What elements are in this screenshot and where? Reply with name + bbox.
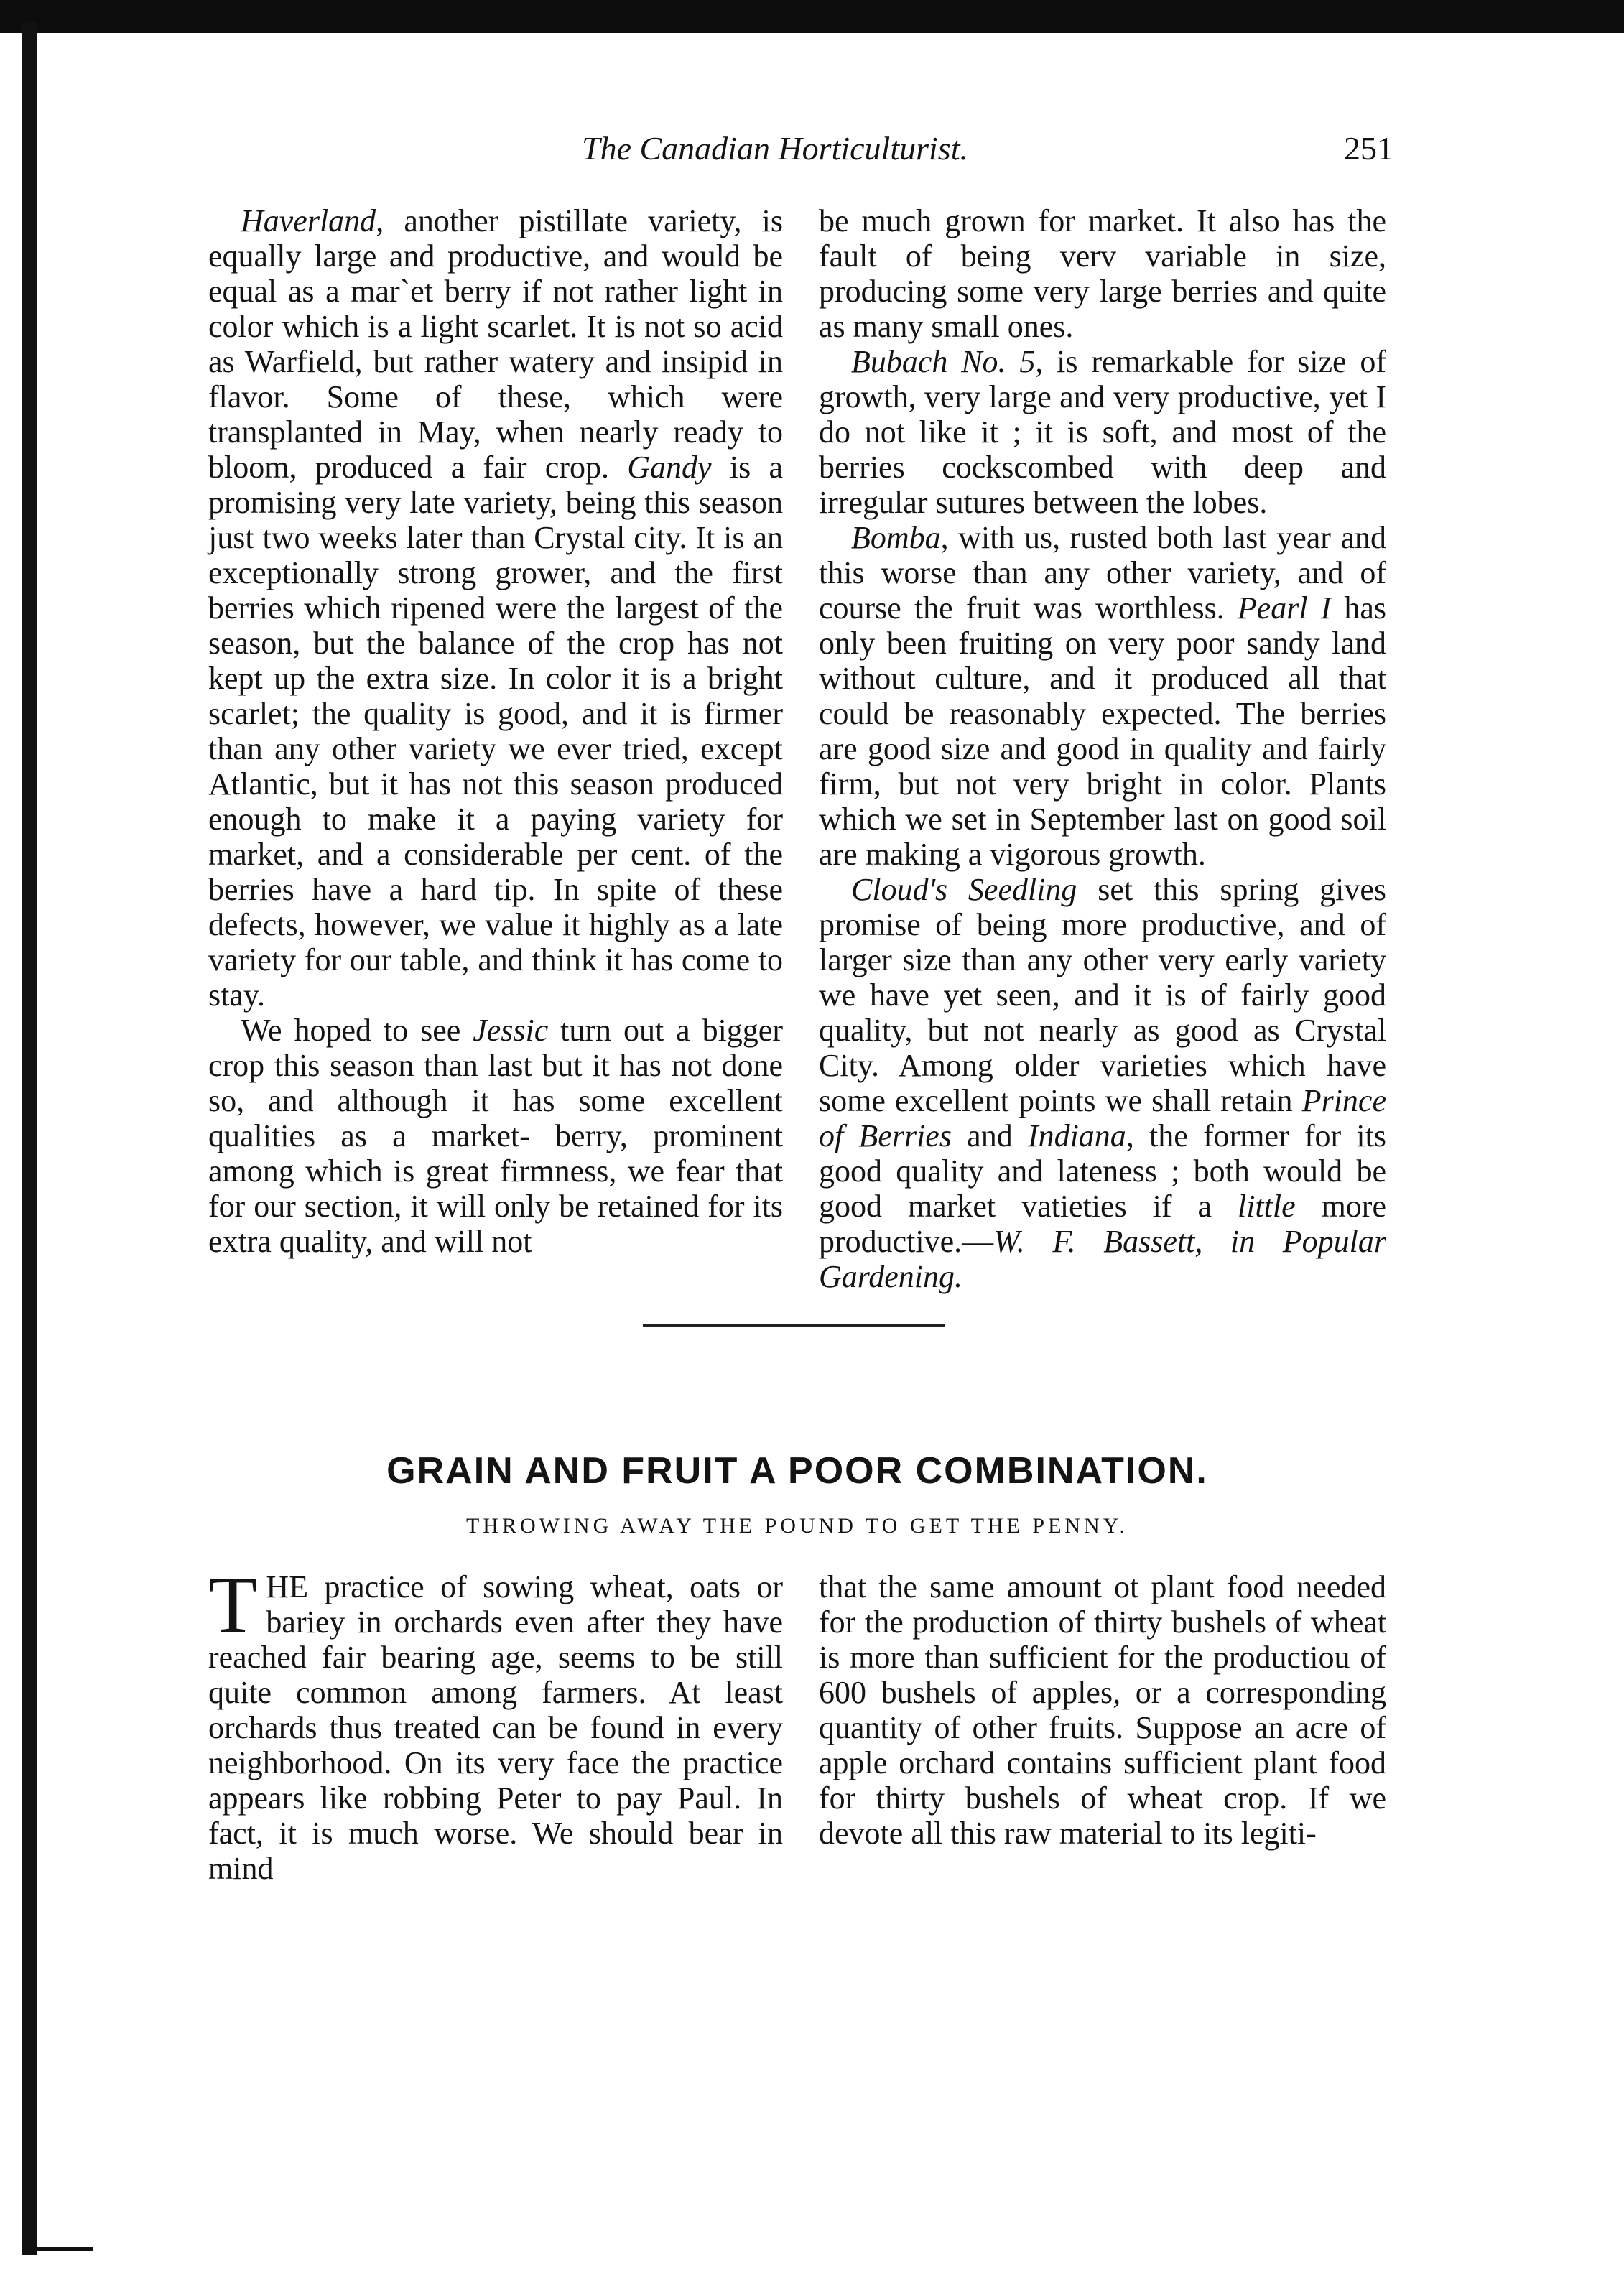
text-run: set this spring gives promise of being more productive, and of larger size than any other very early variety we have yet seen, and it is of fairly good quality, but not nearly as good as Crystal City. Among older varieties which have some excellent points we shall retain bbox=[819, 872, 1387, 1118]
paragraph bbox=[819, 203, 1386, 344]
article-lead-paragraph bbox=[208, 1561, 783, 1886]
column-right-top bbox=[819, 203, 1386, 1294]
text-run: , the former for its good quality and lateness ; both would be good market vatieties if a bbox=[819, 1118, 1386, 1224]
italic-run: Pearl I bbox=[1237, 590, 1332, 626]
column-left-top bbox=[208, 203, 783, 1259]
scan-left-border bbox=[22, 22, 37, 2255]
column-right-bottom bbox=[819, 1569, 1386, 1851]
article-title: GRAIN AND FRUIT A POOR COMBINATION. bbox=[386, 1450, 1208, 1492]
italic-run: Cloud's Seedling bbox=[851, 872, 1077, 907]
text-run: We hoped to see bbox=[241, 1013, 473, 1048]
italic-run: Bomba bbox=[851, 520, 941, 555]
italic-run: Jessic bbox=[473, 1013, 549, 1048]
article-text-left: HE practice of sowing wheat, oats or bariey in orchards even after they have reached fair bearing age, seems to be still quite common among farmers. At least orchards thus treated can be found in every neighborhood. On its very face the practice appears like robbing Peter to pay Paul. In fact, it is much worse. We should bear in mind bbox=[208, 1569, 783, 1886]
text-run: more productive.— bbox=[819, 1189, 1386, 1259]
scan-top-border bbox=[0, 0, 1624, 33]
paragraph bbox=[819, 520, 1386, 872]
text-run: be much grown for market. It also has the fault of being verv variable in size, producing some very large berries and quite as many small ones. bbox=[819, 203, 1386, 344]
running-head bbox=[560, 129, 1393, 180]
section-divider bbox=[643, 1324, 945, 1327]
paragraph bbox=[208, 203, 783, 1013]
journal-title: The Canadian Horticulturist. bbox=[582, 130, 968, 167]
scan-left-foot bbox=[22, 2247, 93, 2251]
italic-run: Bubach No. 5 bbox=[851, 344, 1036, 379]
italic-run: little bbox=[1237, 1189, 1296, 1224]
text-run: , another pistillate variety, is equally large and productive, and would be equal as a mar`et berry if not rather light in color which is a light scarlet. It is not so acid as Warfield, but rather watery and insipid in flavor. Some of these, which were transplanted in May, when nearly ready to bloom, produced a fair crop. bbox=[208, 203, 783, 485]
text-run: , with us, rusted both last year and this worse than any other variety, and of course the fruit was worthless. bbox=[819, 520, 1386, 626]
italic-run: Indiana bbox=[1027, 1118, 1126, 1153]
page-number: 251 bbox=[1344, 130, 1393, 167]
article-text-right: that the same amount ot plant food needed for the production of thirty bushels of wheat is more than sufficient for the productiou of 600 bushels of apples, or a corresponding quantity of other fruits. Suppose an acre of apple orchard contains sufficient plant food for thirty bushels of wheat crop. If we devote all this raw material to its legiti- bbox=[819, 1569, 1386, 1851]
paragraph bbox=[208, 1013, 783, 1259]
paragraph bbox=[819, 872, 1386, 1294]
drop-cap: T bbox=[208, 1561, 258, 1650]
italic-run: Prince of Berries bbox=[819, 1083, 1386, 1153]
text-run: turn out a bigger crop this season than last but it has not done so, and although it has some excellent qualities as a market- berry, prominent among which is great firmness, we fear that for our section, it will only be retained for its extra quality, and will not bbox=[208, 1013, 783, 1259]
text-run: is a promising very late variety, being this season just two weeks later than Crystal city. It is an exceptionally strong grower, and the first berries which ripened were the largest of the season, but the balance of the crop has not kept up the extra size. In color it is a bright scarlet; the quality is good, and it is firmer than any other variety we ever tried, except Atlantic, but it has not this season produced enough to make it a paying variety for market, and a considerable per cent. of the berries have a hard tip. In spite of these defects, however, we value it highly as a late variety for our table, and think it has come to stay. bbox=[208, 450, 783, 1013]
italic-run: Gandy bbox=[627, 450, 712, 485]
text-run: , is remarkable for size of growth, very large and very productive, yet I do not like it ; it is soft, and most of the berries cockscombed with deep and irregular sutures between the lobes. bbox=[819, 344, 1386, 520]
text-run: and bbox=[951, 1118, 1028, 1153]
italic-run: Haverland bbox=[241, 203, 376, 238]
article-subtitle: THROWING AWAY THE POUND TO GET THE PENNY. bbox=[465, 1514, 1129, 1538]
italic-run: W. F. Bassett, in Popular Gardening. bbox=[819, 1224, 1386, 1294]
paragraph bbox=[819, 344, 1386, 520]
text-run: has only been fruiting on very poor sandy land without culture, and it produced all that could be reasonably expected. The berries are good size and good in quality and fairly firm, but not very bright in color. Plants which we set in September last on good soil are making a vigorous growth. bbox=[819, 590, 1387, 872]
column-left-bottom bbox=[208, 1561, 783, 1886]
